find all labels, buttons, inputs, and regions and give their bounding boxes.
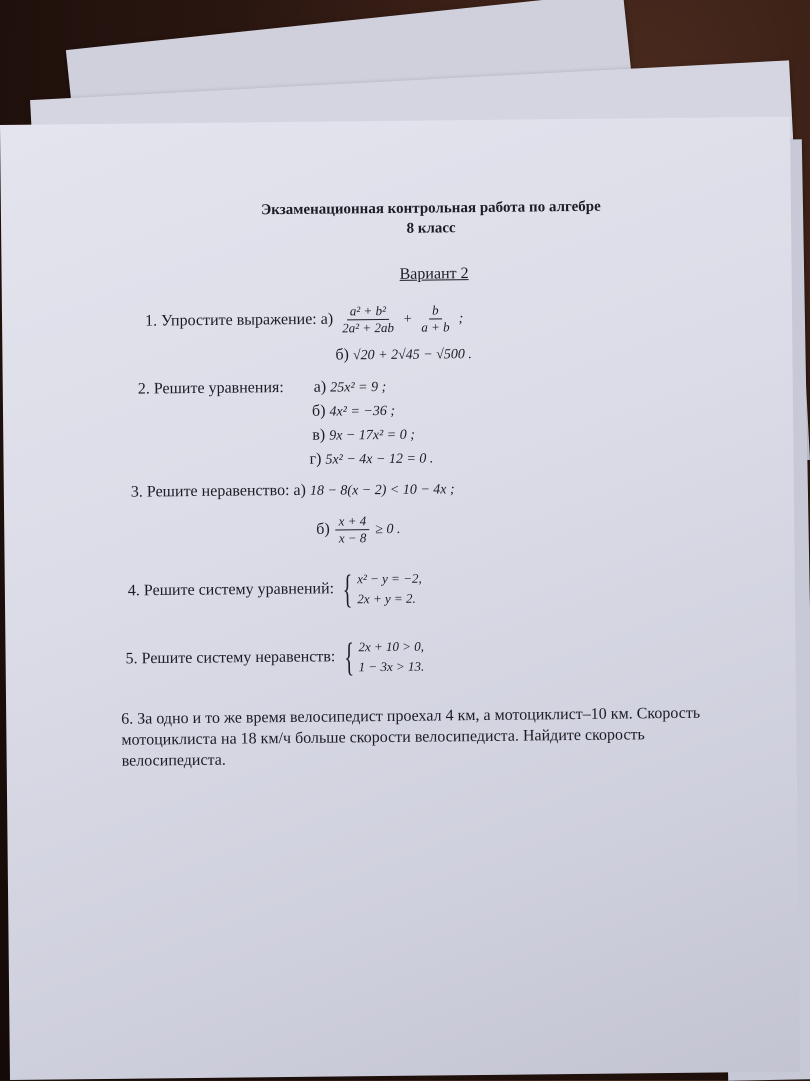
equation: 2x + y = 2. [357,590,416,607]
item-letter: б) [311,402,326,420]
equation: x² − y = −2, [357,570,422,587]
task-3 [131,480,455,501]
task-6-word-problem: 6. За одно и то же время велосипедист проехал 4 км, а мотоциклист–10 км. Скорость мотоциклиста на 18 км/ч больше скорости велосипедиста. Найдите скорость велосипедиста. [121,704,701,770]
item-letter: б) [316,520,330,538]
task-label: 3. Решите неравенство: а) [130,481,307,501]
fraction [339,303,397,337]
system-of-equations [357,569,422,610]
task-2-item [312,426,415,445]
expression: 18 − 8(x − 2) < 10 − 4x ; [309,482,455,499]
expression: √20 + 2√45 − √500 . [352,347,472,364]
fraction [418,302,453,335]
variant-label: Вариант 2 [399,265,469,283]
expression: 9x − 17x² = 0 ; [329,427,415,444]
numerator: a² + b² [347,303,389,320]
page-title: Экзаменационная контрольная работа по алгебре [260,198,601,219]
task-2-item [312,402,395,421]
system-brace: { [343,634,354,680]
inequality: 2x + 10 > 0, [358,638,425,655]
operator: + [402,311,413,327]
expression: ≥ 0 . [375,522,401,538]
item-letter: г) [309,450,322,468]
numerator: x + 4 [336,513,370,530]
task-2-item [309,449,433,468]
task-1 [145,302,464,338]
system-brace: { [342,566,353,612]
fraction [336,513,370,546]
denominator: a + b [421,319,450,335]
task-2 [138,379,284,399]
item-letter: а) [313,378,327,396]
expression: 5x² − 4x − 12 = 0 . [325,451,434,468]
item-letter: в) [312,426,326,444]
exam-page [0,117,800,1080]
task-label: 1. Упростите выражение: а) [144,310,334,330]
denominator: x − 8 [338,530,367,546]
denominator: 2a² + 2ab [342,319,394,336]
punctuation: ; [458,311,464,327]
numerator: b [429,302,442,319]
task-5 [125,634,425,680]
task-2-item [314,378,387,397]
grade-label: 8 класс [406,220,456,237]
task-label: 5. Решите систему неравенств: [125,648,336,668]
task-4 [127,566,422,612]
task-label: 4. Решите систему уравнений: [127,580,335,600]
item-letter: б) [335,346,349,364]
inequality: 1 − 3x > 13. [358,658,425,675]
expression: 25x² = 9 ; [330,379,387,396]
task-3b [316,513,401,547]
task-1b [335,345,472,364]
task-label: 2. Решите уравнения: [137,379,284,398]
system-of-inequalities [358,637,424,678]
expression: 4x² = −36 ; [329,403,396,420]
